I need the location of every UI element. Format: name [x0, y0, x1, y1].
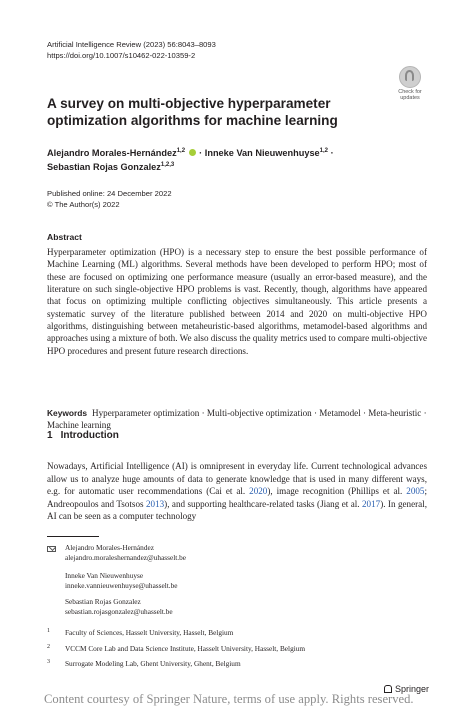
orcid-icon[interactable] — [189, 149, 196, 156]
badge-label-2: updates — [400, 95, 420, 101]
courtesy-watermark: Content courtesy of Springer Nature, terms of use apply. Rights reserved. — [44, 692, 414, 706]
keywords-label: Keywords — [47, 408, 88, 418]
citation-link[interactable]: 2013 — [145, 498, 165, 509]
section-heading — [47, 430, 119, 441]
author-separator: · — [199, 148, 203, 159]
publisher-name: Springer — [395, 684, 430, 694]
author-name[interactable]: Alejandro Morales-Hernández — [47, 148, 177, 159]
intro-text: ), and supporting healthcare-related tasks (Jiang et al. — [164, 498, 362, 509]
keywords-text: Hyperparameter optimization · Multi-objective optimization · Metamodel · Meta-heuristic · Machine learning — [47, 408, 427, 431]
footnote-divider — [47, 536, 99, 537]
contact-email[interactable]: inneke.vannieuwenhuyse@uhasselt.be — [65, 581, 178, 590]
copyright: © The Author(s) 2022 — [47, 199, 120, 209]
journal-info — [47, 39, 216, 61]
author-affil-sup: 1,2 — [176, 148, 186, 154]
intro-text: ). In general, AI can be seen as a computer technology — [47, 498, 427, 521]
affiliation-number: 2 — [47, 644, 50, 650]
keywords — [47, 407, 427, 432]
section-title: Introduction — [60, 430, 119, 441]
check-for-updates-badge[interactable] — [391, 64, 429, 104]
published-date: Published online: 24 December 2022 — [47, 189, 172, 198]
contact-block — [65, 571, 178, 591]
intro-text: Nowadays, Artificial Intelligence (AI) is omnipresent in everyday life. Current technological advances allow us to analyze huge amounts of data to generate knowledge that is used in many different ways, e.g. for automatic user recommendations (Cai et al. — [47, 461, 427, 496]
contact-name: Sebastian Rojas Gonzalez — [65, 597, 141, 606]
affiliation-text: Surrogate Modeling Lab, Ghent University, Ghent, Belgium — [65, 659, 241, 668]
contact-block — [65, 597, 173, 617]
citation-link[interactable]: 2005 — [406, 486, 425, 496]
abstract-heading: Abstract — [47, 232, 82, 242]
author-affil-sup: 1,2,3 — [160, 162, 175, 169]
author-affil-sup: 1,2 — [319, 148, 329, 154]
affiliation-text: VCCM Core Lab and Data Science Institute, Hasselt University, Hasselt, Belgium — [65, 644, 306, 653]
contact-email[interactable]: sebastian.rojasgonzalez@uhasselt.be — [65, 607, 173, 616]
affiliation-text: Faculty of Sciences, Hasselt University, Hasselt, Belgium — [65, 628, 234, 637]
abstract-text: Hyperparameter optimization (HPO) is a necessary step to ensure the best possible performance of Machine Learning (ML) algorithms. Several methods have been developed to perform HPO; most of these are focused on optimizing one performance measure (usually an error-based measure), and the literature on such single-objective HPO problems is vast. Recently, though, algorithms have appeared that focus on optimizing multiple conflicting objectives simultaneously. This article presents a systematic survey of the literature published between 2014 and 2020 on multi-objective HPO algorithms, distinguishing between metaheuristic-based algorithms, metamodel-based algorithms and approaches using a mixture of both. We also discuss the quality metrics used to compare multi-objective HPO procedures and present future research directions. — [47, 247, 427, 356]
citation-link[interactable]: 2017 — [362, 498, 381, 509]
affiliation-number: 1 — [47, 628, 50, 634]
contact-name: Alejandro Morales-Hernández — [65, 543, 154, 552]
mail-icon — [47, 546, 56, 552]
publication-info — [47, 189, 172, 210]
author-list — [47, 145, 447, 173]
citation-link[interactable]: 2020 — [249, 486, 268, 496]
author-separator: · — [330, 148, 334, 159]
contact-name: Inneke Van Nieuwenhuyse — [65, 571, 144, 580]
intro-paragraph — [47, 460, 427, 523]
crossmark-icon — [399, 66, 421, 88]
journal-citation: Artificial Intelligence Review (2023) 56:8043–8093 — [47, 40, 216, 49]
author-name[interactable]: Sebastian Rojas Gonzalez — [47, 162, 161, 173]
contact-email[interactable]: alejandro.moraleshernandez@uhasselt.be — [65, 553, 186, 562]
affiliation-number: 3 — [47, 659, 50, 665]
section-number: 1 — [47, 430, 53, 441]
author-name[interactable]: Inneke Van Nieuwenhuyse — [204, 148, 320, 159]
intro-text: ), image recognition (Phillips et al. — [267, 486, 407, 496]
doi-link[interactable]: https://doi.org/10.1007/s10462-022-10359-2 — [47, 51, 196, 60]
intro-text: ; Andreopoulos and Tsotsos — [47, 486, 427, 509]
contact-block — [65, 543, 186, 563]
badge-label-1: Check for — [398, 89, 422, 95]
paper-title: A survey on multi-objective hyperparameter optimization algorithms for machine learning — [47, 96, 338, 128]
